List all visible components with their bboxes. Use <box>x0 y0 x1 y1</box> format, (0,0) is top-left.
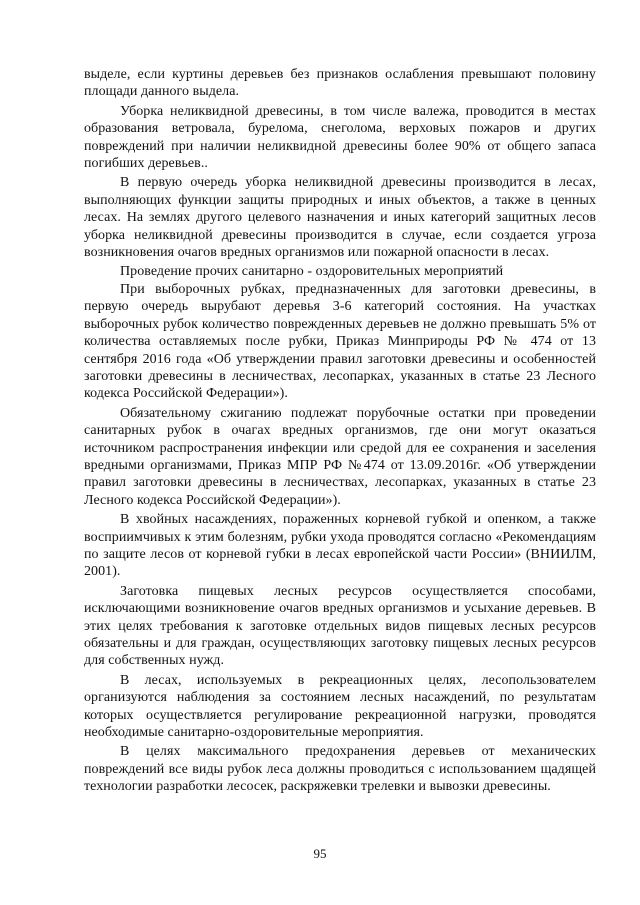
paragraph: Заготовка пищевых лесных ресурсов осуществляется способами, исключающими возникновение очагов вредных организмов и усыхание деревьев. В этих целях требования к заготовке отдельных видов пищевых лесных ресурсов обязательны и для граждан, осуществляющих заготовку пищевых лесных ресурсов для собственных нужд. <box>84 583 596 669</box>
paragraph: В хвойных насаждениях, пораженных корневой губкой и опенком, а также восприимчивых к этим болезням, рубки ухода проводятся согласно «Рекомендациям по защите лесов от корневой губки в лесах европейской части России» (ВНИИЛМ, 2001). <box>84 512 596 580</box>
paragraph: В лесах, используемых в рекреационных целях, лесопользователем организуются наблюдения за состоянием лесных насаждений, по результатам которых осуществляется регулирование рекреационной нагрузки, проводятся необходимые санитарно-оздоровительные мероприятия. <box>84 672 596 741</box>
paragraph: В целях максимального предохранения деревьев от механических повреждений все виды рубок леса должны проводиться с использованием щадящей технологии разработки лесосек, раскряжевки трелевки и вывозки древесины. <box>84 744 596 795</box>
paragraph: В первую очередь уборка неликвидной древесины производится в лесах, выполняющих функции защиты природных и иных объектов, а также в ценных лесах. На землях другого целевого назначения и иных категорий защитных лесов уборка неликвидной древесины производится в случае, если создается угроза возникновения очагов вредных организмов или пожарной опасности в лесах. <box>84 175 596 261</box>
paragraph: Обязательному сжиганию подлежат порубочные остатки при проведении санитарных рубок в очагах вредных организмов, где они могут оказаться источником распространения инфекции или средой для ее сохранения и заселения вредными организмами, Приказ МПР РФ №474 от 13.09.2016г. «Об утверждении правил заготовки древесины в лесничествах, лесопарках, указанных в статье 23 Лесного кодекса Российской Федерации»). <box>84 405 596 508</box>
page-number: 95 <box>313 846 327 861</box>
paragraph-continuation: выделе, если куртины деревьев без признаков ослабления превышают половину площади данного выдела. <box>84 67 596 100</box>
paragraph: При выборочных рубках, предназначенных для заготовки древесины, в первую очередь вырубают деревья 3-6 категорий состояния. На участках выборочных рубок количество поврежденных деревьев не должно превышать 5% от количества оставляемых после рубки, Приказ Минприроды РФ № 474 от 13 сентября 2016 года «Об утверждении правил заготовки древесины и особенностей заготовки древесины в лесничествах, лесопарках, указанных в статье 23 Лесного кодекса Российской Федерации»). <box>84 281 596 402</box>
section-heading: Проведение прочих санитарно - оздоровительных мероприятий <box>120 264 504 280</box>
paragraph: Уборка неликвидной древесины, в том числе валежа, проводится в местах образования ветровала, бурелома, снеголома, верховых пожаров и других повреждений при наличии неликвидной древесины более 90% от общего запаса погибших деревьев.. <box>84 103 596 172</box>
document-page <box>84 66 596 796</box>
